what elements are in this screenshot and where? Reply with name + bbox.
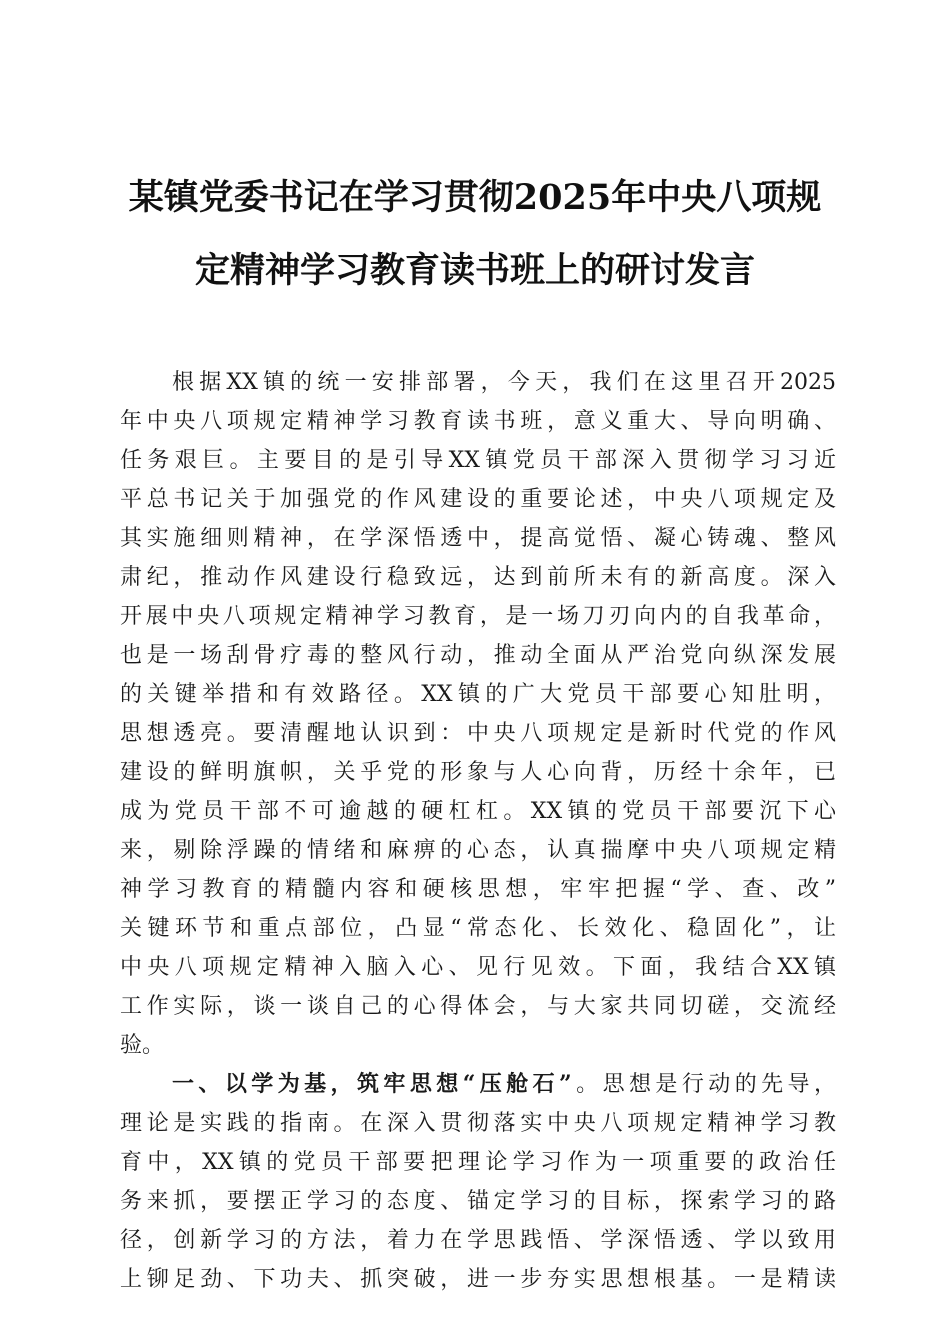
paragraph-1-line: 平总书记关于加强党的作风建设的重要论述，中央八项规定及 [120,487,836,512]
document-title-line-1: 某镇党委书记在学习贯彻2025年中央八项规 [128,177,822,218]
paragraph-1-line: 年中央八项规定精神学习教育读书班，意义重大、导向明确、 [120,409,836,434]
paragraph-1-line: 工作实际，谈一谈自己的心得体会，与大家共同切磋，交流经 [120,994,836,1019]
paragraph-1-line: 建设的鲜明旗帜，关乎党的形象与人心向背，历经十余年，已 [120,760,836,785]
paragraph-2-line: 育中，XX镇的党员干部要把理论学习作为一项重要的政治任 [120,1150,836,1175]
paragraph-1-line: 神学习教育的精髓内容和硬核思想，牢牢把握“学、查、改” [120,877,836,902]
paragraph-2-line: 务来抓，要摆正学习的态度、锚定学习的目标，探索学习的路 [120,1189,836,1214]
paragraph-1-line: 任务艰巨。主要目的是引导XX镇党员干部深入贯彻学习习近 [120,448,836,473]
section-1-heading: 一、以学为基，筑牢思想“压舱石” [172,1071,572,1097]
paragraph-2-line: 径，创新学习的方法，着力在学思践悟、学深悟透、学以致用 [120,1228,836,1253]
paragraph-2-line: 理论是实践的指南。在深入贯彻落实中央八项规定精神学习教 [120,1111,836,1136]
document-title-line-2: 定精神学习教育读书班上的研讨发言 [194,250,755,291]
paragraph-1-line: 也是一场刮骨疗毒的整风行动，推动全面从严治党向纵深发展 [120,643,836,668]
paragraph-1-line: 关键环节和重点部位，凸显“常态化、长效化、稳固化”，让 [120,916,836,941]
paragraph-1-line: 肃纪，推动作风建设行稳致远，达到前所未有的新高度。深入 [120,565,836,590]
paragraph-1-line: 思想透亮。要清醒地认识到：中央八项规定是新时代党的作风 [120,721,836,746]
paragraph-1-line: 验。 [120,1033,165,1058]
section-1-heading-rest: 。思想是行动的先导， [571,1072,836,1097]
paragraph-1-line: 的关键举措和有效路径。XX镇的广大党员干部要心知肚明， [120,682,836,707]
section-1-heading-line [120,1065,836,1104]
paragraph-1-line: 根据XX镇的统一安排部署，今天，我们在这里召开2025 [172,370,836,395]
paragraph-1-line: 来，剔除浮躁的情绪和麻痹的心态，认真揣摩中央八项规定精 [120,838,836,863]
paragraph-1-line: 其实施细则精神，在学深悟透中，提高觉悟、凝心铸魂、整风 [120,526,836,551]
paragraph-1-line: 开展中央八项规定精神学习教育，是一场刀刃向内的自我革命， [120,604,836,629]
document-body [120,363,836,1299]
paragraph-2-line: 上铆足劲、下功夫、抓突破，进一步夯实思想根基。一是精读 [120,1267,836,1292]
paragraph-1-line: 成为党员干部不可逾越的硬杠杠。XX镇的党员干部要沉下心 [120,799,836,824]
paragraph-1-line: 中央八项规定精神入脑入心、见行见效。下面，我结合XX镇 [120,955,836,980]
